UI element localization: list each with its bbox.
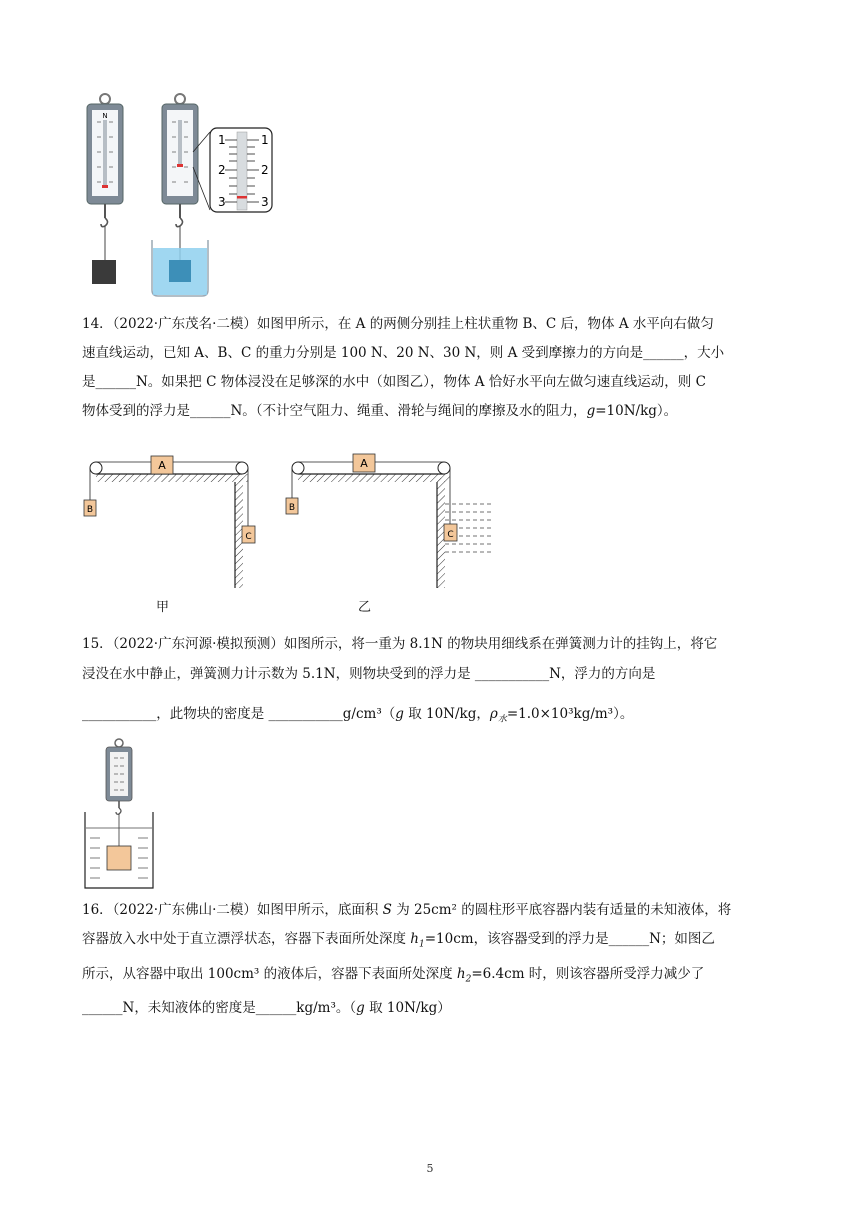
pulley-figure [82, 448, 522, 618]
q16-line-2b: =10cm，该容器受到的浮力是______N；如图乙 [424, 931, 715, 947]
q14-line-2: 速直线运动，已知 A、B、C 的重力分别是 100 N、20 N、30 N，则 A 受到摩擦力的方向是______，大小 [82, 345, 725, 361]
q14-line-1: 如图甲所示，在 A 的两侧分别挂上柱状重物 B、C 后，物体 A 水平向右做匀 [256, 316, 714, 332]
spring-scale-figure [80, 92, 280, 297]
block-c-label-yi: C [447, 530, 454, 540]
q16-h1-symbol: h [410, 931, 419, 947]
q16-line-1a: 如图甲所示，底面积 [256, 902, 383, 918]
q15-line-1: 如图所示，将一重为 8.1N 的物块用细线系在弹簧测力计的挂钩上，将它 [283, 636, 718, 652]
block-a-label-jia: A [158, 459, 166, 472]
zoom-tick-2-left: 2 [218, 163, 226, 177]
zoom-tick-1-left: 1 [218, 133, 226, 147]
caption-yi: 乙 [358, 600, 372, 615]
zoom-tick-2-right: 2 [261, 163, 269, 177]
q16-s-symbol: S [382, 902, 392, 918]
q15-rho-subscript: 水 [497, 714, 507, 725]
q15-source: 15．（2022·广东河源·模拟预测） [82, 636, 284, 652]
zoom-tick-1-right: 1 [261, 133, 269, 147]
q16-h2-subscript: 2 [465, 974, 472, 985]
zoom-tick-3-right: 3 [261, 195, 269, 209]
q16-g-symbol: g [356, 1000, 365, 1017]
spring-scale-in-water [152, 94, 208, 296]
page-number: 5 [426, 1162, 434, 1175]
q16-line-3a: 所示，从容器中取出 100cm³ 的液体后，容器下表面所处深度 [82, 965, 457, 982]
q15-line-3a: ___________，此物块的密度是 ___________g/cm³（ [82, 706, 396, 722]
zoom-tick-3-left: 3 [218, 195, 226, 209]
spring-scale-in-air [87, 94, 123, 284]
q14-line-3: 是______N。如果把 C 物体浸没在足够深的水中（如图乙），物体 A 恰好水平向左做匀速直线运动，则 C [82, 374, 706, 390]
q16-line-2a: 容器放入水中处于直立漂浮状态，容器下表面所处深度 [82, 931, 411, 947]
q15-line-2: 浸没在水中静止，弹簧测力计示数为 5.1N，则物块受到的浮力是 ___________N，浮力的方向是 [82, 666, 656, 682]
q16-line-4b: 取 10N/kg） [364, 1000, 451, 1017]
block-a-label-yi: A [360, 457, 368, 470]
q16-line-3b: =6.4cm 时，则该容器所受浮力减少了 [471, 965, 705, 982]
caption-jia: 甲 [156, 600, 170, 615]
setup-jia [84, 456, 255, 588]
q14-source: 14．（2022·广东茂名·二模） [82, 316, 257, 332]
q16-h1-subscript: 1 [419, 939, 425, 950]
question-14 [82, 310, 782, 426]
scale-unit-label: N [102, 112, 108, 120]
q15-g-symbol: g [395, 706, 404, 722]
q16-h2-symbol: h [456, 965, 466, 982]
beaker-figure [82, 738, 156, 890]
question-15 [82, 630, 782, 735]
q16-line-4a: ______N，未知液体的密度是______kg/m³。（ [82, 1000, 357, 1017]
q16-source: 16．（2022·广东佛山·二模） [82, 902, 257, 918]
block-b-label-yi: B [288, 503, 296, 513]
block-b-label-jia: B [86, 505, 94, 515]
block-c-label-jia: C [245, 532, 252, 542]
q15-line-3b: 取 10N/kg， [403, 706, 490, 722]
q14-g-symbol: g [586, 403, 596, 419]
q15-rho-symbol: ρ [489, 706, 498, 722]
setup-yi [286, 454, 492, 588]
q14-line-4a: 物体受到的浮力是______N。（不计空气阻力、绳重、滑轮与绳间的摩擦及水的阻力， [82, 403, 587, 419]
scale-zoom-inset [210, 128, 272, 212]
question-16 [82, 896, 782, 1023]
q14-line-4b: =10N/kg）。 [595, 403, 678, 419]
q16-line-1b: 为 25cm² 的圆柱形平底容器内装有适量的未知液体，将 [391, 902, 732, 918]
q15-line-3c: =1.0×10³kg/m³）。 [506, 706, 634, 722]
